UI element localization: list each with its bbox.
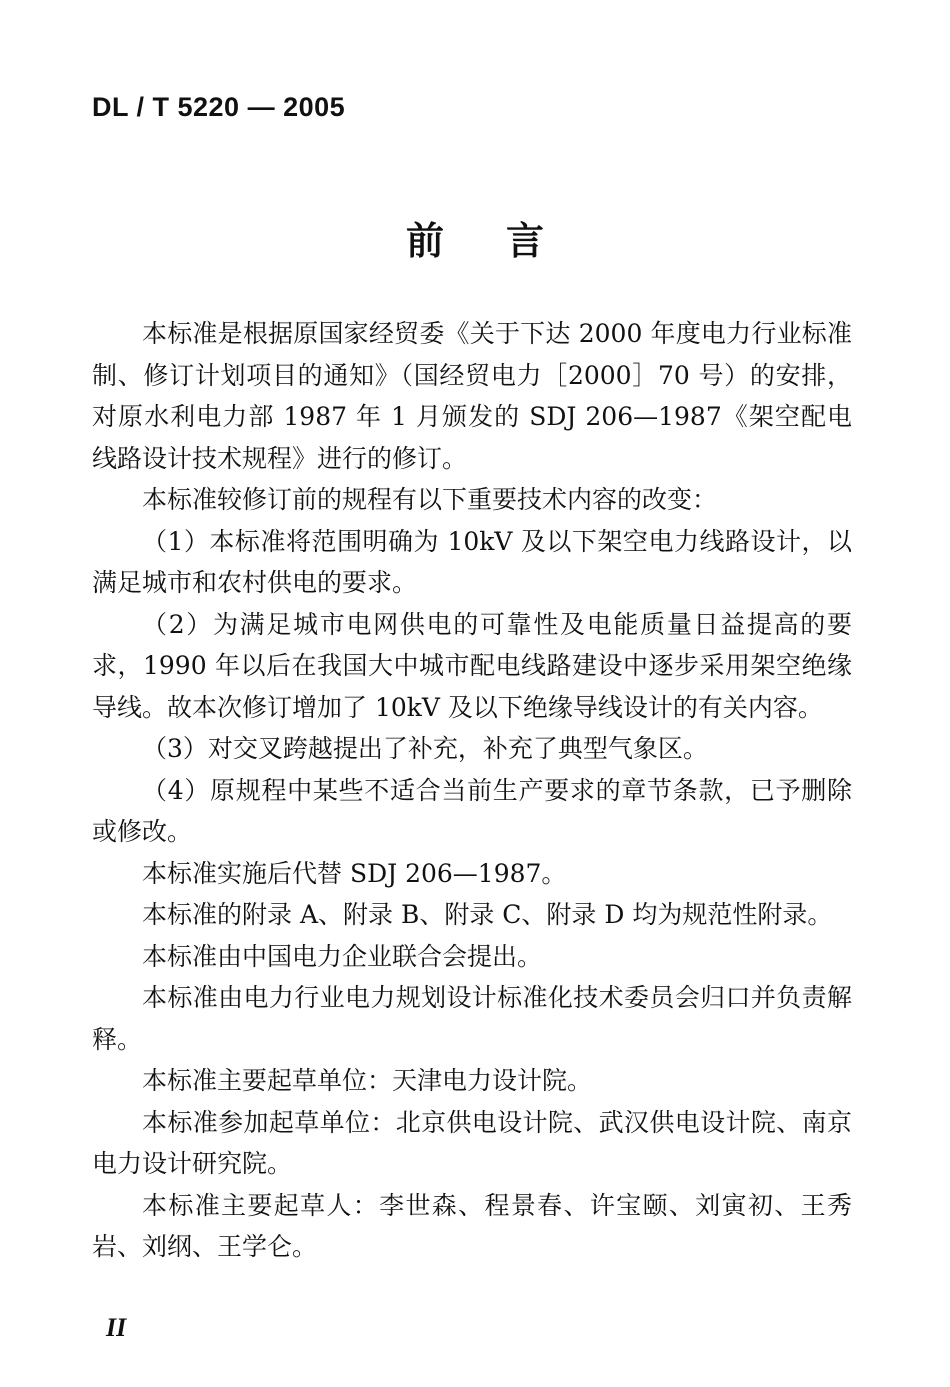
paragraph: 本标准主要起草单位：天津电力设计院。 [142,1066,593,1095]
paragraph: 本标准较修订前的规程有以下重要技术内容的改变： [142,485,718,514]
paragraph: 本标准主要起草人：李世森、程景春、许宝颐、刘寅初、王秀岩、刘纲、王学仑。 [92,1190,852,1261]
paragraph: （2）为满足城市电网供电的可靠性及电能质量日益提高的要求，1990 年以后在我国大中城市配电线路建设中逐步采用架空绝缘导线。故本次修订增加了 10kV 及以下绝缘导线设计的有关内容。 [92,609,852,722]
page-title: 前言 [405,219,606,263]
paragraph: （1）本标准将范围明确为 10kV 及以下架空电力线路设计，以满足城市和农村供电的要求。 [92,526,852,597]
paragraph: （3）对交叉跨越提出了补充，补充了典型气象区。 [142,734,708,763]
preface-body [92,313,852,1268]
paragraph: （4）原规程中某些不适合当前生产要求的章节条款，已予删除或修改。 [92,775,852,846]
paragraph: 本标准的附录 A、附录 B、附录 C、附录 D 均为规范性附录。 [142,900,833,929]
paragraph: 本标准由电力行业电力规划设计标准化技术委员会归口并负责解释。 [92,983,852,1054]
paragraph: 本标准是根据原国家经贸委《关于下达 2000 年度电力行业标准制、修订计划项目的通知》（国经贸电力［2000］70 号）的安排，对原水利电力部 1987 年 1 月颁发的 SDJ 206—1987《架空配电线路设计技术规程》进行的修订。 [92,319,852,473]
page-number: II [106,1313,127,1342]
paragraph: 本标准由中国电力企业联合会提出。 [142,941,543,971]
paragraph: 本标准参加起草单位：北京供电设计院、武汉供电设计院、南京电力设计研究院。 [92,1107,852,1178]
paragraph: 本标准实施后代替 SDJ 206—1987。 [142,858,567,888]
document-code: DL / T 5220 — 2005 [92,92,346,122]
